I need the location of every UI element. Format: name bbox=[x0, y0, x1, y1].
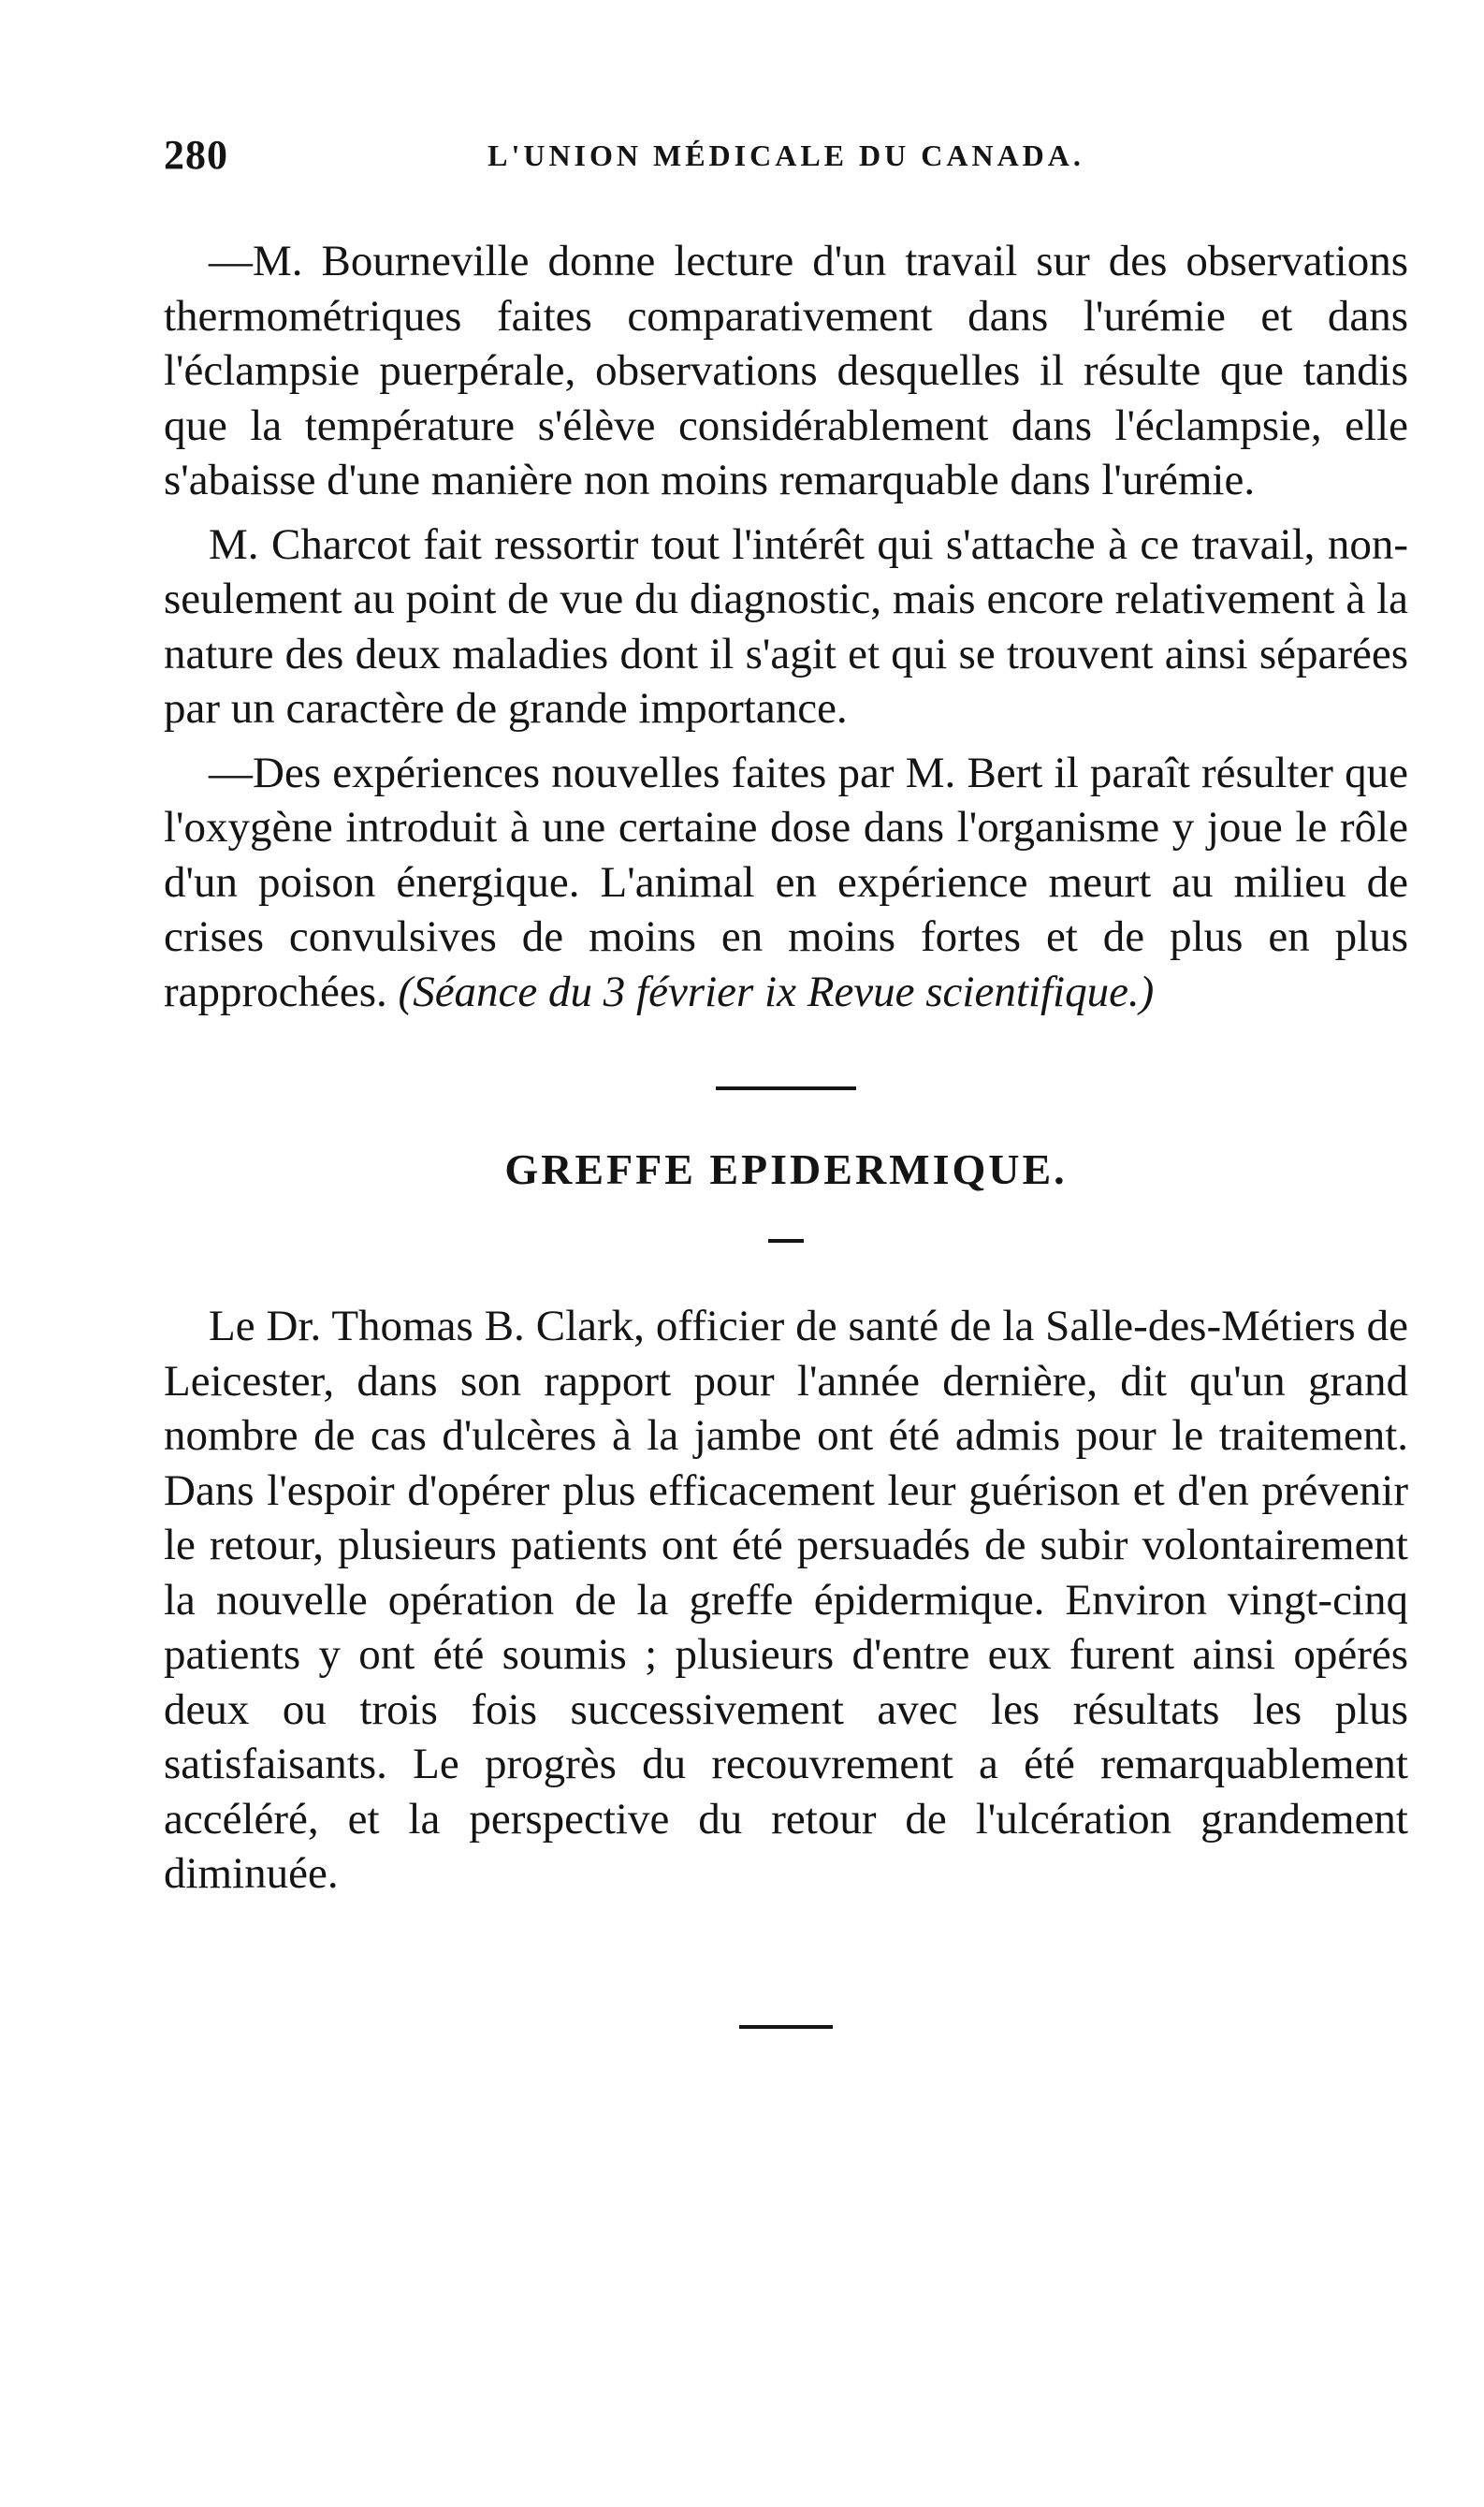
journal-title: L'UNION MÉDICALE DU CANADA. bbox=[487, 138, 1084, 172]
page-number: 280 bbox=[164, 132, 228, 178]
title-underline bbox=[768, 1239, 804, 1243]
citation: (Séance du 3 février ix Revue scientifique.) bbox=[398, 967, 1155, 1016]
running-head bbox=[164, 131, 1408, 187]
paragraph-charcot: M. Charcot fait ressortir tout l'intérêt qui s'attache à ce travail, non-seulement au point de vue du diagnostic, mais encore relativement à la nature des deux maladies dont il s'agit et qui se trouvent ainsi séparées par un caractère de grande importance. bbox=[164, 519, 1408, 733]
paragraph-bourneville: —M. Bourneville donne lecture d'un travail sur des observations thermométriques faites comparativement dans l'urémie et dans l'éclampsie puerpérale, observations desquelles il résulte que tandis que la température s'élève considérablement dans l'éclampsie, elle s'abaisse d'une manière non moins remarquable dans l'urémie. bbox=[164, 237, 1408, 504]
page bbox=[164, 131, 1408, 2029]
paragraph-bert bbox=[164, 746, 1408, 1020]
section-title: GREFFE EPIDERMIQUE. bbox=[504, 1145, 1068, 1193]
end-divider bbox=[739, 2025, 833, 2029]
paragraph-bert-text: —Des expériences nouvelles faites par M. Bert il paraît résulter que l'oxygène introduit à une certaine dose dans l'organisme y joue le rôle d'un poison énergique. L'animal en expérience meurt au milieu de crises convulsives de moins en moins fortes et de plus en plus rapprochées. bbox=[164, 748, 1408, 1016]
paragraph-greffe: Le Dr. Thomas B. Clark, officier de santé de la Salle-des-Métiers de Leicester, dans son rapport pour l'année dernière, dit qu'un grand nombre de cas d'ulcères à la jambe ont été admis pour le traitement. Dans l'espoir d'opérer plus efficacement leur guérison et d'en prévenir le retour, plusieurs patients ont été persuadés de subir volontairement la nouvelle opération de la greffe épidermique. Environ vingt-cinq patients y ont été soumis ; plusieurs d'entre eux furent ainsi opérés deux ou trois fois successivement avec les résultats les plus satisfaisants. Le progrès du recouvrement a été remarquablement accéléré, et la perspective du retour de l'ulcération grandement diminuée. bbox=[164, 1302, 1408, 1898]
section-divider bbox=[716, 1086, 856, 1090]
